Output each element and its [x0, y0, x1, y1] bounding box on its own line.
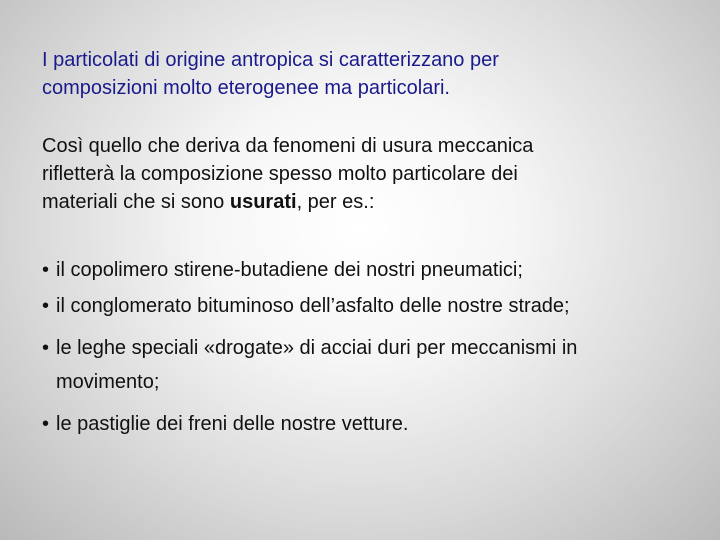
title-line-2: composizioni molto eterogenee ma particolari.: [42, 77, 450, 99]
list-item: [42, 292, 570, 320]
bullet-dot: •: [42, 337, 50, 359]
intro-paragraph: [42, 132, 692, 216]
list-item: [42, 256, 523, 284]
bullet-text: il copolimero stirene-butadiene dei nostri pneumatici;: [56, 259, 523, 281]
list-item: [42, 410, 408, 438]
bullet-text: le leghe speciali «drogate» di acciai duri per meccanismi in: [56, 337, 578, 359]
slide-title: [42, 46, 692, 102]
bullet-dot: •: [42, 413, 50, 435]
intro-line-2: rifletterà la composizione spesso molto particolare dei: [42, 163, 518, 185]
bullet-text: il conglomerato bituminoso dell’asfalto delle nostre strade;: [56, 295, 570, 317]
intro-line-1: Così quello che deriva da fenomeni di usura meccanica: [42, 135, 534, 157]
bullet-dot: •: [42, 295, 50, 317]
title-line-1: I particolati di origine antropica si caratterizzano per: [42, 49, 499, 71]
intro-bold-word: usurati: [229, 191, 297, 213]
bullet-continuation: movimento;: [56, 371, 160, 393]
bullet-dot: •: [42, 259, 50, 281]
bullet-text: le pastiglie dei freni delle nostre vetture.: [56, 413, 409, 435]
intro-line-3-end: , per es.:: [296, 191, 375, 213]
intro-line-3: materiali che si sono: [42, 191, 230, 213]
list-item: [42, 334, 577, 362]
